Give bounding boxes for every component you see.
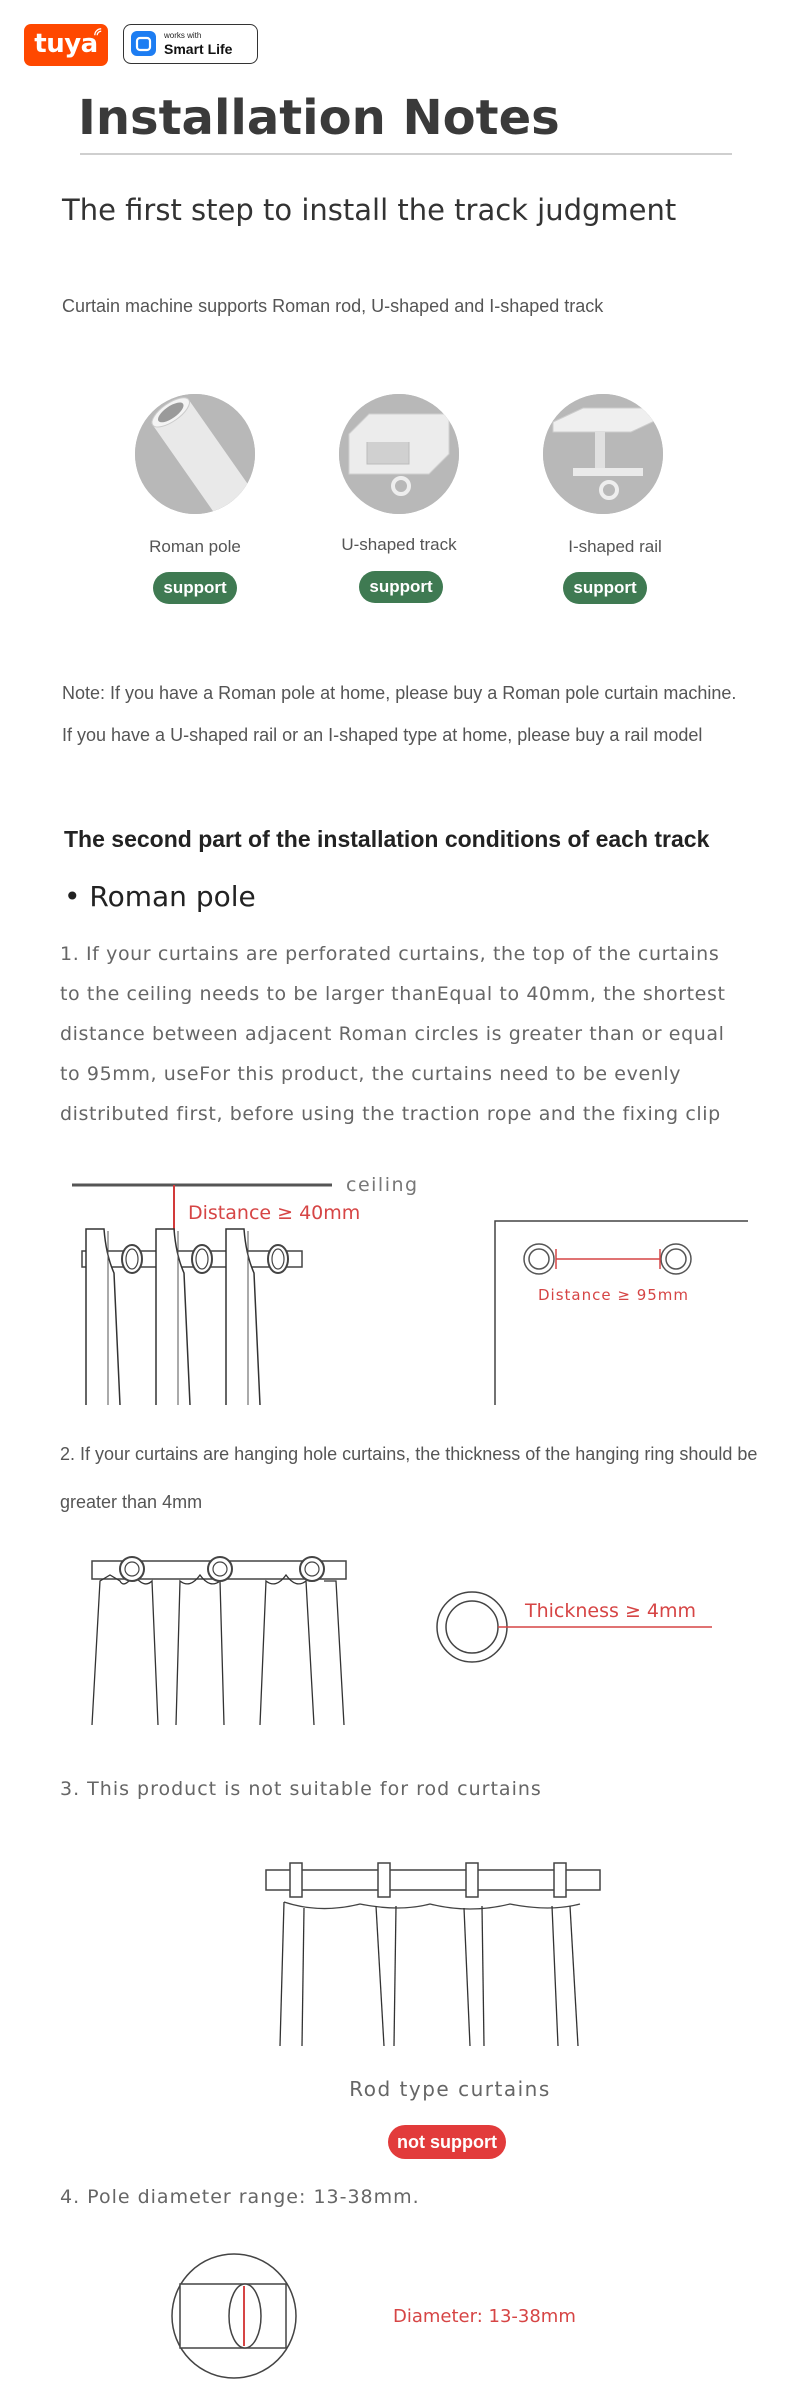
not-support-badge: not support	[388, 2125, 506, 2159]
page-title: Installation Notes	[78, 90, 560, 146]
distance-rings-label: Distance ≥ 95mm	[538, 1286, 690, 1304]
u-shaped-track-image	[339, 394, 459, 514]
track-label-i: I-shaped rail	[568, 537, 662, 556]
home-icon	[131, 31, 156, 56]
wifi-icon	[94, 28, 102, 36]
step1-intro: Curtain machine supports Roman rod, U-shaped and I-shaped track	[62, 296, 604, 316]
rod-curtain-diagram	[260, 1860, 610, 2050]
tuya-logo-text: tuya	[34, 29, 98, 59]
thickness-label: Thickness ≥ 4mm	[525, 1600, 697, 1622]
hanging-ring-diagram	[80, 1545, 720, 1730]
ceiling-label: ceiling	[346, 1174, 419, 1196]
i-shaped-rail-image	[543, 394, 663, 514]
track-label-roman: Roman pole	[149, 537, 241, 556]
smart-life-small-text: works with	[164, 31, 202, 40]
tuya-logo	[24, 24, 108, 66]
item1-text: 1. If your curtains are perforated curtains, the top of the curtains to the ceiling needs to be larger thanEqual to 40mm, the shortest distance between adjacent Roman circles is greater than or equal to 95mm, useFor this product, the curtains need to be evenly distributed first, before using the traction rope and the fixing clip	[60, 943, 726, 1125]
support-badge-u: support	[359, 571, 443, 603]
perforated-curtain-diagram	[70, 1165, 750, 1410]
smart-life-badge	[123, 24, 258, 64]
item4-text: 4. Pole diameter range: 13-38mm.	[60, 2186, 420, 2208]
roman-pole-subheading: • Roman pole	[64, 880, 256, 913]
smart-life-text: Smart Life	[164, 41, 233, 57]
support-badge-roman: support	[153, 572, 237, 604]
roman-pole-image	[135, 394, 255, 514]
step2-heading: The second part of the installation conditions of each track	[64, 826, 710, 852]
distance-ceiling-label: Distance ≥ 40mm	[188, 1202, 361, 1224]
support-badge-i: support	[563, 572, 647, 604]
pole-diameter-diagram	[160, 2242, 600, 2392]
title-divider	[80, 153, 732, 155]
track-label-u: U-shaped track	[341, 535, 457, 554]
item3-text: 3. This product is not suitable for rod curtains	[60, 1778, 542, 1800]
item2-text: 2. If your curtains are hanging hole curtains, the thickness of the hanging ring should be greater than 4mm	[60, 1444, 758, 1512]
step1-heading: The first step to install the track judgment	[62, 193, 677, 227]
diameter-label: Diameter: 13-38mm	[393, 2306, 576, 2327]
rod-curtain-label: Rod type curtains	[349, 2077, 551, 2101]
step1-note: Note: If you have a Roman pole at home, please buy a Roman pole curtain machine. If you have a U-shaped rail or an I-shaped type at home, please buy a rail model	[62, 683, 737, 745]
